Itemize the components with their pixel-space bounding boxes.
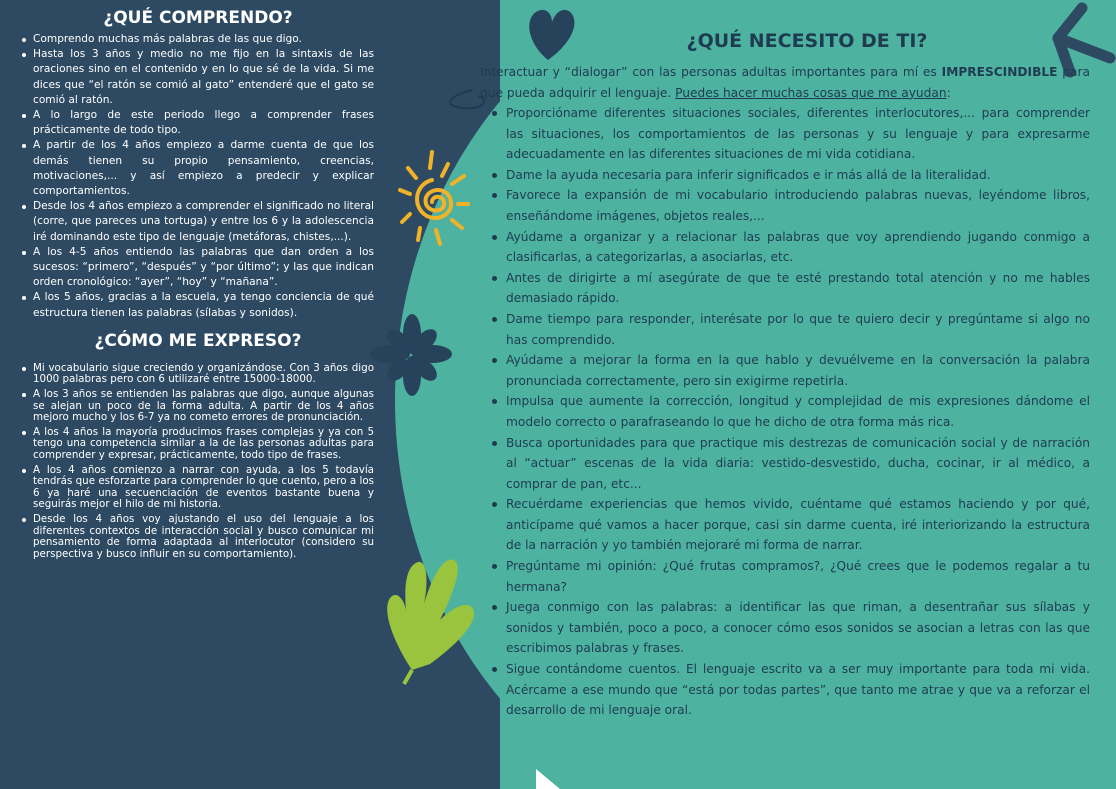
right-column (480, 30, 1090, 721)
list-item: Desde los 4 años voy ajustando el uso del lenguaje a los diferentes contextos de interacción social y busco comunicar mi pensamiento de forma adaptada al interlocutor (considero su perspectiva y busco influir en su comportamiento). (33, 512, 374, 560)
list-item: Sigue contándome cuentos. El lenguaje escrito va a ser muy importante para toda mi vida. Acércame a ese mundo que “está por todas partes”, que tanto me atrae y que va a reforzar el desarrollo de mi lenguaje oral. (506, 659, 1090, 721)
list-item: A los 3 años se entienden las palabras que digo, aunque algunas se alejan un poco de la forma adulta. A partir de los 4 años mejoro mucho y los 6-7 ya no cometo errores de pronunciación. (33, 388, 374, 424)
list-item: A lo largo de este periodo llego a comprender frases prácticamente de todo tipo. (33, 108, 374, 138)
list-item: Recuérdame experiencias que hemos vivido, cuéntame qué estamos haciendo y por qué, anticípame qué vamos a hacer porque, casi sin darme cuenta, iré interiorizando la estructura de la narración y yo también mejoraré mi forma de narrar. (506, 494, 1090, 556)
list-item: Impulsa que aumente la corrección, longitud y complejidad de mis expresiones dándome el modelo correcto o parafraseando lo que he dicho de otra forma más rica. (506, 391, 1090, 432)
expreso-title: ¿CÓMO ME EXPRESO? (94, 330, 302, 351)
list-item: Mi vocabulario sigue creciendo y organizándose. Con 3 años digo 1000 palabras pero con 6 utilizaré entre 15000-18000. (33, 361, 374, 386)
list-item: Favorece la expansión de mi vocabulario introduciendo palabras nuevas, leyéndome libros, enseñándome imágenes, objetos reales,... (506, 185, 1090, 226)
intro-colon: : (946, 85, 951, 100)
list-item: Ayúdame a organizar y a relacionar las palabras que voy aprendiendo jugando conmigo a clasificarlas, a categorizarlas, a asociarlas, etc. (506, 227, 1090, 268)
list-item: Dame tiempo para responder, interésate por lo que te quiero decir y pregúntame si algo no has comprendido. (506, 309, 1090, 350)
list-item: A partir de los 4 años empiezo a darme cuenta de que los demás tienen su propio pensamiento, creencias, motivaciones,... y así empiezo a predecir y explicar comportamientos. (33, 138, 374, 199)
list-item: A los 5 años, gracias a la escuela, ya tengo conciencia de qué estructura tienen las palabras (sílabas y sonidos). (33, 290, 374, 320)
intro-paragraph (480, 62, 1090, 103)
list-item: Ayúdame a mejorar la forma en la que hablo y devuélveme en la conversación la palabra pronunciada correctamente, pero sin exigirme repetirla. (506, 350, 1090, 391)
left-column (22, 8, 374, 563)
list-item: A los 4 años la mayoría producimos frases complejas y ya con 5 tengo una competencia similar a la de las personas adultas para comprender y expresar, prácticamente, todo tipo de frases. (33, 425, 374, 462)
list-item: A los 4 años comienzo a narrar con ayuda, a los 5 todavía tendrás que esforzarte para comprender lo que cuento, pero a los 6 ya haré una secuenciación de eventos bastante buena y seguirás mejor el hilo de mi historia. (33, 463, 374, 511)
list-item: A los 4-5 años entiendo las palabras que dan orden a los sucesos: “primero”, “después” y “por último”; y las que indican orden cronológico: “ayer”, “hoy” y “mañana”. (33, 245, 374, 291)
list-item: Proporcióname diferentes situaciones sociales, diferentes interlocutores,... para comprender las situaciones, los comportamientos de las personas y su lenguaje y para expresarme adecuadamente en las diferentes situaciones de mi vida cotidiana. (506, 103, 1090, 165)
expreso-list (22, 363, 374, 561)
list-item: Pregúntame mi opinión: ¿Qué frutas compramos?, ¿Qué crees que le podemos regalar a tu hermana? (506, 556, 1090, 597)
swirl-doodle-icon (450, 90, 484, 108)
necesito-title: ¿QUÉ NECESITO DE TI? (686, 30, 928, 52)
intro-underline: Puedes hacer muchas cosas que me ayudan (675, 85, 947, 100)
list-item: Antes de dirigirte a mí asegúrate de que te esté prestando total atención y no me hables demasiado rápido. (506, 268, 1090, 309)
intro-text: Interactuar y “dialogar” con las personas adultas importantes para mí es (480, 65, 942, 79)
list-item: Comprendo muchas más palabras de las que digo. (33, 32, 374, 47)
necesito-list (480, 103, 1090, 721)
list-item: Juega conmigo con las palabras: a identificar las que riman, a desentrañar sus sílabas y sonidos y también, poco a poco, a conocer cómo esos sonidos se asocian a letras con las que escribimos palabras y frases. (506, 597, 1090, 659)
comprendo-title: ¿QUÉ COMPRENDO? (103, 8, 293, 28)
intro-text: para que pueda adquirir el lenguaje. (480, 65, 1090, 100)
list-item: Dame la ayuda necesaria para inferir significados e ir más allá de la literalidad. (506, 165, 1090, 186)
list-item: Desde los 4 años empiezo a comprender el significado no literal (corre, que pareces una tortuga) y entre los 6 y la adolescencia iré dominando este tipo de lenguaje (metáforas, chistes,...). (33, 199, 374, 245)
list-item: Hasta los 3 años y medio no me fijo en la sintaxis de las oraciones sino en el contenido y en lo que sé de la vida. Si me dices que “el ratón se comió al gato” entenderé que el gato se comió al ratón. (33, 47, 374, 108)
comprendo-list (22, 32, 374, 321)
list-item: Busca oportunidades para que practique mis destrezas de comunicación social y de narración al “actuar” escenas de la vida diaria: vestido-desvestido, ducha, cocinar, ir al médico, a comprar de pan, etc... (506, 433, 1090, 495)
intro-emphasis: IMPRESCINDIBLE (941, 65, 1058, 79)
